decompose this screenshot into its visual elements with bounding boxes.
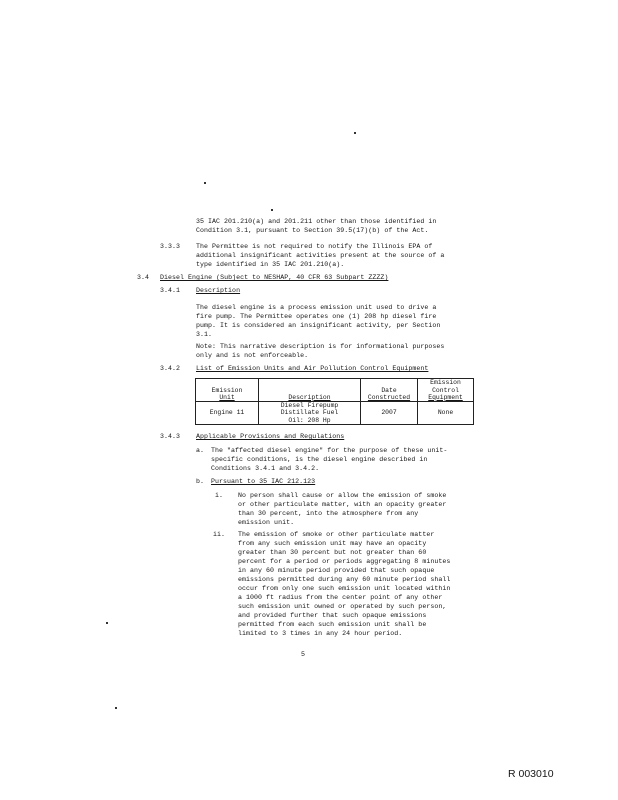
paragraph-line: permitted from each such emission unit shall be [238, 621, 427, 628]
cell-text: Oil: 208 Hp [288, 416, 331, 424]
paragraph-line: specific conditions, is the diesel engine described in [211, 456, 428, 463]
scan-speck [115, 707, 117, 709]
header-text: Emission [211, 386, 243, 394]
scan-speck [204, 182, 206, 184]
paragraph-line: in any 60 minute period provided that such opaque [238, 567, 435, 574]
scan-speck [271, 209, 273, 211]
header-text: Constructed [367, 393, 411, 401]
header-text: Unit [219, 393, 235, 401]
paragraph-line: Conditions 3.4.1 and 3.4.2. [211, 465, 320, 472]
col-header-description [259, 379, 361, 402]
section-number: 3.4.2 [160, 365, 181, 372]
section-heading: Applicable Provisions and Regulations [196, 433, 345, 440]
note-line: only and is not enforceable. [196, 352, 309, 359]
cell-control: None [418, 402, 474, 425]
col-header-unit [196, 379, 259, 402]
paragraph-line: The Permittee is not required to notify the Illinois EPA of [196, 243, 433, 250]
cell-description [259, 402, 361, 425]
paragraph-line: from any such emission unit may have an opacity [238, 540, 427, 547]
paragraph-line: and provided further that such opaque emissions [238, 612, 427, 619]
header-text: Date [381, 386, 397, 394]
paragraph-line: limited to 3 times in any 24 hour period. [238, 630, 403, 637]
scan-speck [106, 622, 108, 624]
page-number: 5 [301, 651, 305, 658]
cell-text: Diesel Firepump [280, 402, 339, 410]
paragraph-line: emissions permitted during any 60 minute period shall [238, 576, 451, 583]
section-number: 3.4 [137, 274, 150, 281]
paragraph-line: The diesel engine is a process emission unit used to drive a [196, 304, 437, 311]
cell-date: 2007 [361, 402, 418, 425]
item-label: ii. [213, 531, 226, 538]
paragraph-line: such emission unit owned or operated by such person, [238, 603, 447, 610]
intro-line: Condition 3.1, pursuant to Section 39.5(17)(b) of the Act. [196, 227, 429, 234]
paragraph-line: percent for a period or periods aggregating 8 minutes [238, 558, 451, 565]
paragraph-line: occur from only one such emission unit located within [238, 585, 451, 592]
intro-line: 35 IAC 201.210(a) and 201.211 other than those identified in [196, 218, 437, 225]
bates-number: R 003010 [508, 768, 554, 780]
scan-speck [354, 132, 356, 134]
paragraph-line: 3.1. [196, 331, 213, 338]
paragraph-line: than 30 percent, into the atmosphere from any [238, 510, 419, 517]
paragraph-line: The "affected diesel engine" for the purpose of these unit- [211, 447, 448, 454]
paragraph-line: additional insignificant activities present at the source of a [196, 252, 445, 259]
item-heading: Pursuant to 35 IAC 212.123 [211, 478, 316, 485]
section-heading: Diesel Engine (Subject to NESHAP, 40 CFR 63 Subpart ZZZZ) [160, 274, 389, 281]
header-text: Emission [430, 379, 461, 387]
cell-text: Distillate Fuel [280, 409, 339, 417]
table-header-row [196, 379, 474, 402]
col-header-date [361, 379, 418, 402]
paragraph-line: or other particulate matter, with an opacity greater [238, 501, 447, 508]
col-header-control [418, 379, 474, 402]
paragraph-line: type identified in 35 IAC 201.210(a). [196, 261, 345, 268]
paragraph-line: fire pump. The Permittee operates one (1) 208 hp diesel fire [196, 313, 437, 320]
paragraph-line: a 1000 ft radius from the center point of any other [238, 594, 443, 601]
item-label: b. [196, 478, 205, 485]
header-text: Control [432, 386, 459, 394]
paragraph-line: greater than 30 percent but not greater than 60 [238, 549, 427, 556]
section-heading: Description [196, 287, 241, 294]
item-label: i. [215, 492, 224, 499]
paragraph-line: No person shall cause or allow the emission of smoke [238, 492, 447, 499]
section-number: 3.3.3 [160, 243, 181, 250]
note-line: Note: This narrative description is for informational purposes [196, 343, 445, 350]
paragraph-line: emission unit. [238, 519, 295, 526]
section-number: 3.4.1 [160, 287, 181, 294]
section-number: 3.4.3 [160, 433, 181, 440]
header-text: Equipment [428, 393, 463, 401]
item-label: a. [196, 447, 205, 454]
paragraph-line: pump. It is considered an insignificant activity, per Section [196, 322, 441, 329]
header-text: Description [288, 393, 331, 401]
section-heading: List of Emission Units and Air Pollution Control Equipment [196, 365, 429, 372]
table-row [196, 402, 474, 425]
emission-units-table [195, 378, 474, 425]
paragraph-line: The emission of smoke or other particulate matter [238, 531, 435, 538]
cell-unit: Engine 11 [196, 402, 259, 425]
